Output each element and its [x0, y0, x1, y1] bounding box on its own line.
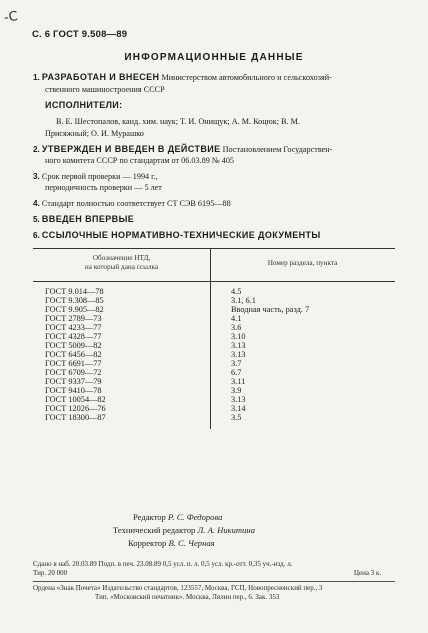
table-row-designation: ГОСТ 12026—76 — [45, 404, 106, 413]
credit-tech-editor-label: Технический редактор — [113, 525, 196, 535]
table-row-designation: ГОСТ 9.905—82 — [45, 305, 104, 314]
table-row-designation: ГОСТ 5009—82 — [45, 341, 102, 350]
section-3-line-2: периодичность проверки — 5 лет — [45, 183, 162, 192]
imprint-rule — [33, 581, 395, 582]
table-row-designation: ГОСТ 6709—72 — [45, 368, 102, 377]
table-row-designation: ГОСТ 10054—82 — [45, 395, 106, 404]
section-3-number: 3. — [33, 172, 40, 181]
section-1-number: 1. — [33, 73, 40, 82]
table-header-rule — [33, 281, 395, 282]
table-row-designation: ГОСТ 6691—77 — [45, 359, 102, 368]
credit-corrector-name: В. С. Черная — [168, 538, 215, 548]
credit-editor-label: Редактор — [133, 512, 166, 522]
section-5 — [33, 214, 134, 225]
table-row-designation: ГОСТ 9.308—85 — [45, 296, 104, 305]
section-2-text-2: ного комитета СССР по стандартам от 06.03.89 № 405 — [45, 156, 235, 165]
executors-line-1: В. Е. Шестопалов, канд. хим. наук; Т. И. Онищук; А. М. Коцюк; В. М. — [56, 117, 300, 126]
table-row-designation: ГОСТ 9.014—78 — [45, 287, 104, 296]
table-row-section: 3.6 — [231, 323, 242, 332]
table-row-designation: ГОСТ 4328—77 — [45, 332, 102, 341]
page-title: ИНФОРМАЦИОННЫЕ ДАННЫЕ — [124, 52, 304, 63]
executors-heading: ИСПОЛНИТЕЛИ: — [45, 100, 123, 110]
section-6-number: 6. — [33, 231, 40, 240]
table-header-designation-line-1: Обозначение НТД, — [92, 254, 151, 262]
imprint-line-1: Сдано в наб. 20.03.89 Подп. в печ. 23.08.89 0,5 усл. п. л. 0,5 усл. кр.-отт. 0,35 уч.-изд. л. — [33, 560, 293, 568]
table-top-rule — [33, 248, 395, 249]
section-2-number: 2. — [33, 145, 40, 154]
handwritten-corner-mark: -C — [3, 9, 19, 26]
table-row-section: 3.10 — [231, 332, 246, 341]
section-2-lead: УТВЕРЖДЕН И ВВЕДЕН В ДЕЙСТВИЕ — [41, 144, 221, 154]
table-row-section: 3.7 — [231, 359, 242, 368]
section-2 — [33, 144, 332, 155]
table-row-designation: ГОСТ 4233—77 — [45, 323, 102, 332]
credit-editor — [133, 512, 222, 522]
section-1 — [33, 72, 332, 83]
section-4-text: Стандарт полностью соответствует СТ СЭВ 6195—88 — [41, 199, 231, 208]
table-row-section: Вводная часть, разд. 7 — [231, 305, 310, 314]
section-5-text: ВВЕДЕН ВПЕРВЫЕ — [41, 214, 135, 224]
table-row-section: 3.9 — [231, 386, 242, 395]
table-row-section: 6.7 — [231, 368, 242, 377]
imprint-print-run: Тир. 20 000 — [33, 569, 68, 577]
credit-editor-name: Р. С. Федорова — [168, 512, 223, 522]
table-column-divider — [210, 248, 211, 429]
section-3-line-1: Срок первой проверки — 1994 г., — [41, 172, 158, 181]
section-5-number: 5. — [33, 215, 40, 224]
table-row-designation: ГОСТ 9337—79 — [45, 377, 102, 386]
table-row-section: 3.11 — [231, 377, 246, 386]
table-row-designation: ГОСТ 6456—82 — [45, 350, 102, 359]
imprint-printer: Тип. «Московский печатник». Москва, Лялин пер., 6. Зак. 353 — [95, 593, 280, 601]
table-row-section: 4.5 — [231, 287, 242, 296]
section-3 — [33, 171, 158, 182]
credit-tech-editor-name: Л. А. Никитина — [197, 525, 255, 535]
section-4 — [33, 198, 231, 209]
table-row-section: 3.5 — [231, 413, 242, 422]
table-row-designation: ГОСТ 2789—73 — [45, 314, 102, 323]
table-row-section: 4.1 — [231, 314, 242, 323]
table-row-section: 3.13 — [231, 395, 246, 404]
table-row-section: 3.13 — [231, 341, 246, 350]
table-header-designation — [33, 254, 210, 272]
section-1-text-2: ственного машиностроения СССР — [45, 85, 165, 94]
table-row-section: 3.14 — [231, 404, 246, 413]
credit-tech-editor — [113, 525, 255, 535]
section-1-text-1: Министерством автомобильного и сельскохозяй- — [161, 73, 332, 82]
table-row-section: 3.1, 6.1 — [231, 296, 256, 305]
page-header: С. 6 ГОСТ 9.508—89 — [32, 29, 128, 40]
section-6-text: ССЫЛОЧНЫЕ НОРМАТИВНО-ТЕХНИЧЕСКИЕ ДОКУМЕНТЫ — [41, 230, 321, 240]
section-2-text-1: Постановлением Государствен- — [222, 145, 333, 154]
imprint-price: Цена 3 к. — [354, 569, 382, 577]
credit-corrector — [128, 538, 215, 548]
executors-line-2: Присяжный; О. И. Мурашко — [45, 129, 144, 138]
table-header-section: Номер раздела, пункта — [267, 259, 338, 267]
table-row-designation: ГОСТ 18300—87 — [45, 413, 106, 422]
section-6 — [33, 230, 321, 241]
imprint-publisher: Ордена «Знак Почета» Издательство стандартов, 123557, Москва, ГСП, Новопресненский пер., 3 — [33, 584, 323, 592]
credit-corrector-label: Корректор — [128, 538, 167, 548]
table-row-designation: ГОСТ 9410—78 — [45, 386, 102, 395]
section-1-lead: РАЗРАБОТАН И ВНЕСЕН — [41, 72, 160, 82]
table-row-section: 3.13 — [231, 350, 246, 359]
table-header-designation-line-2: на который дана ссылка — [84, 263, 159, 271]
section-4-number: 4. — [33, 199, 40, 208]
